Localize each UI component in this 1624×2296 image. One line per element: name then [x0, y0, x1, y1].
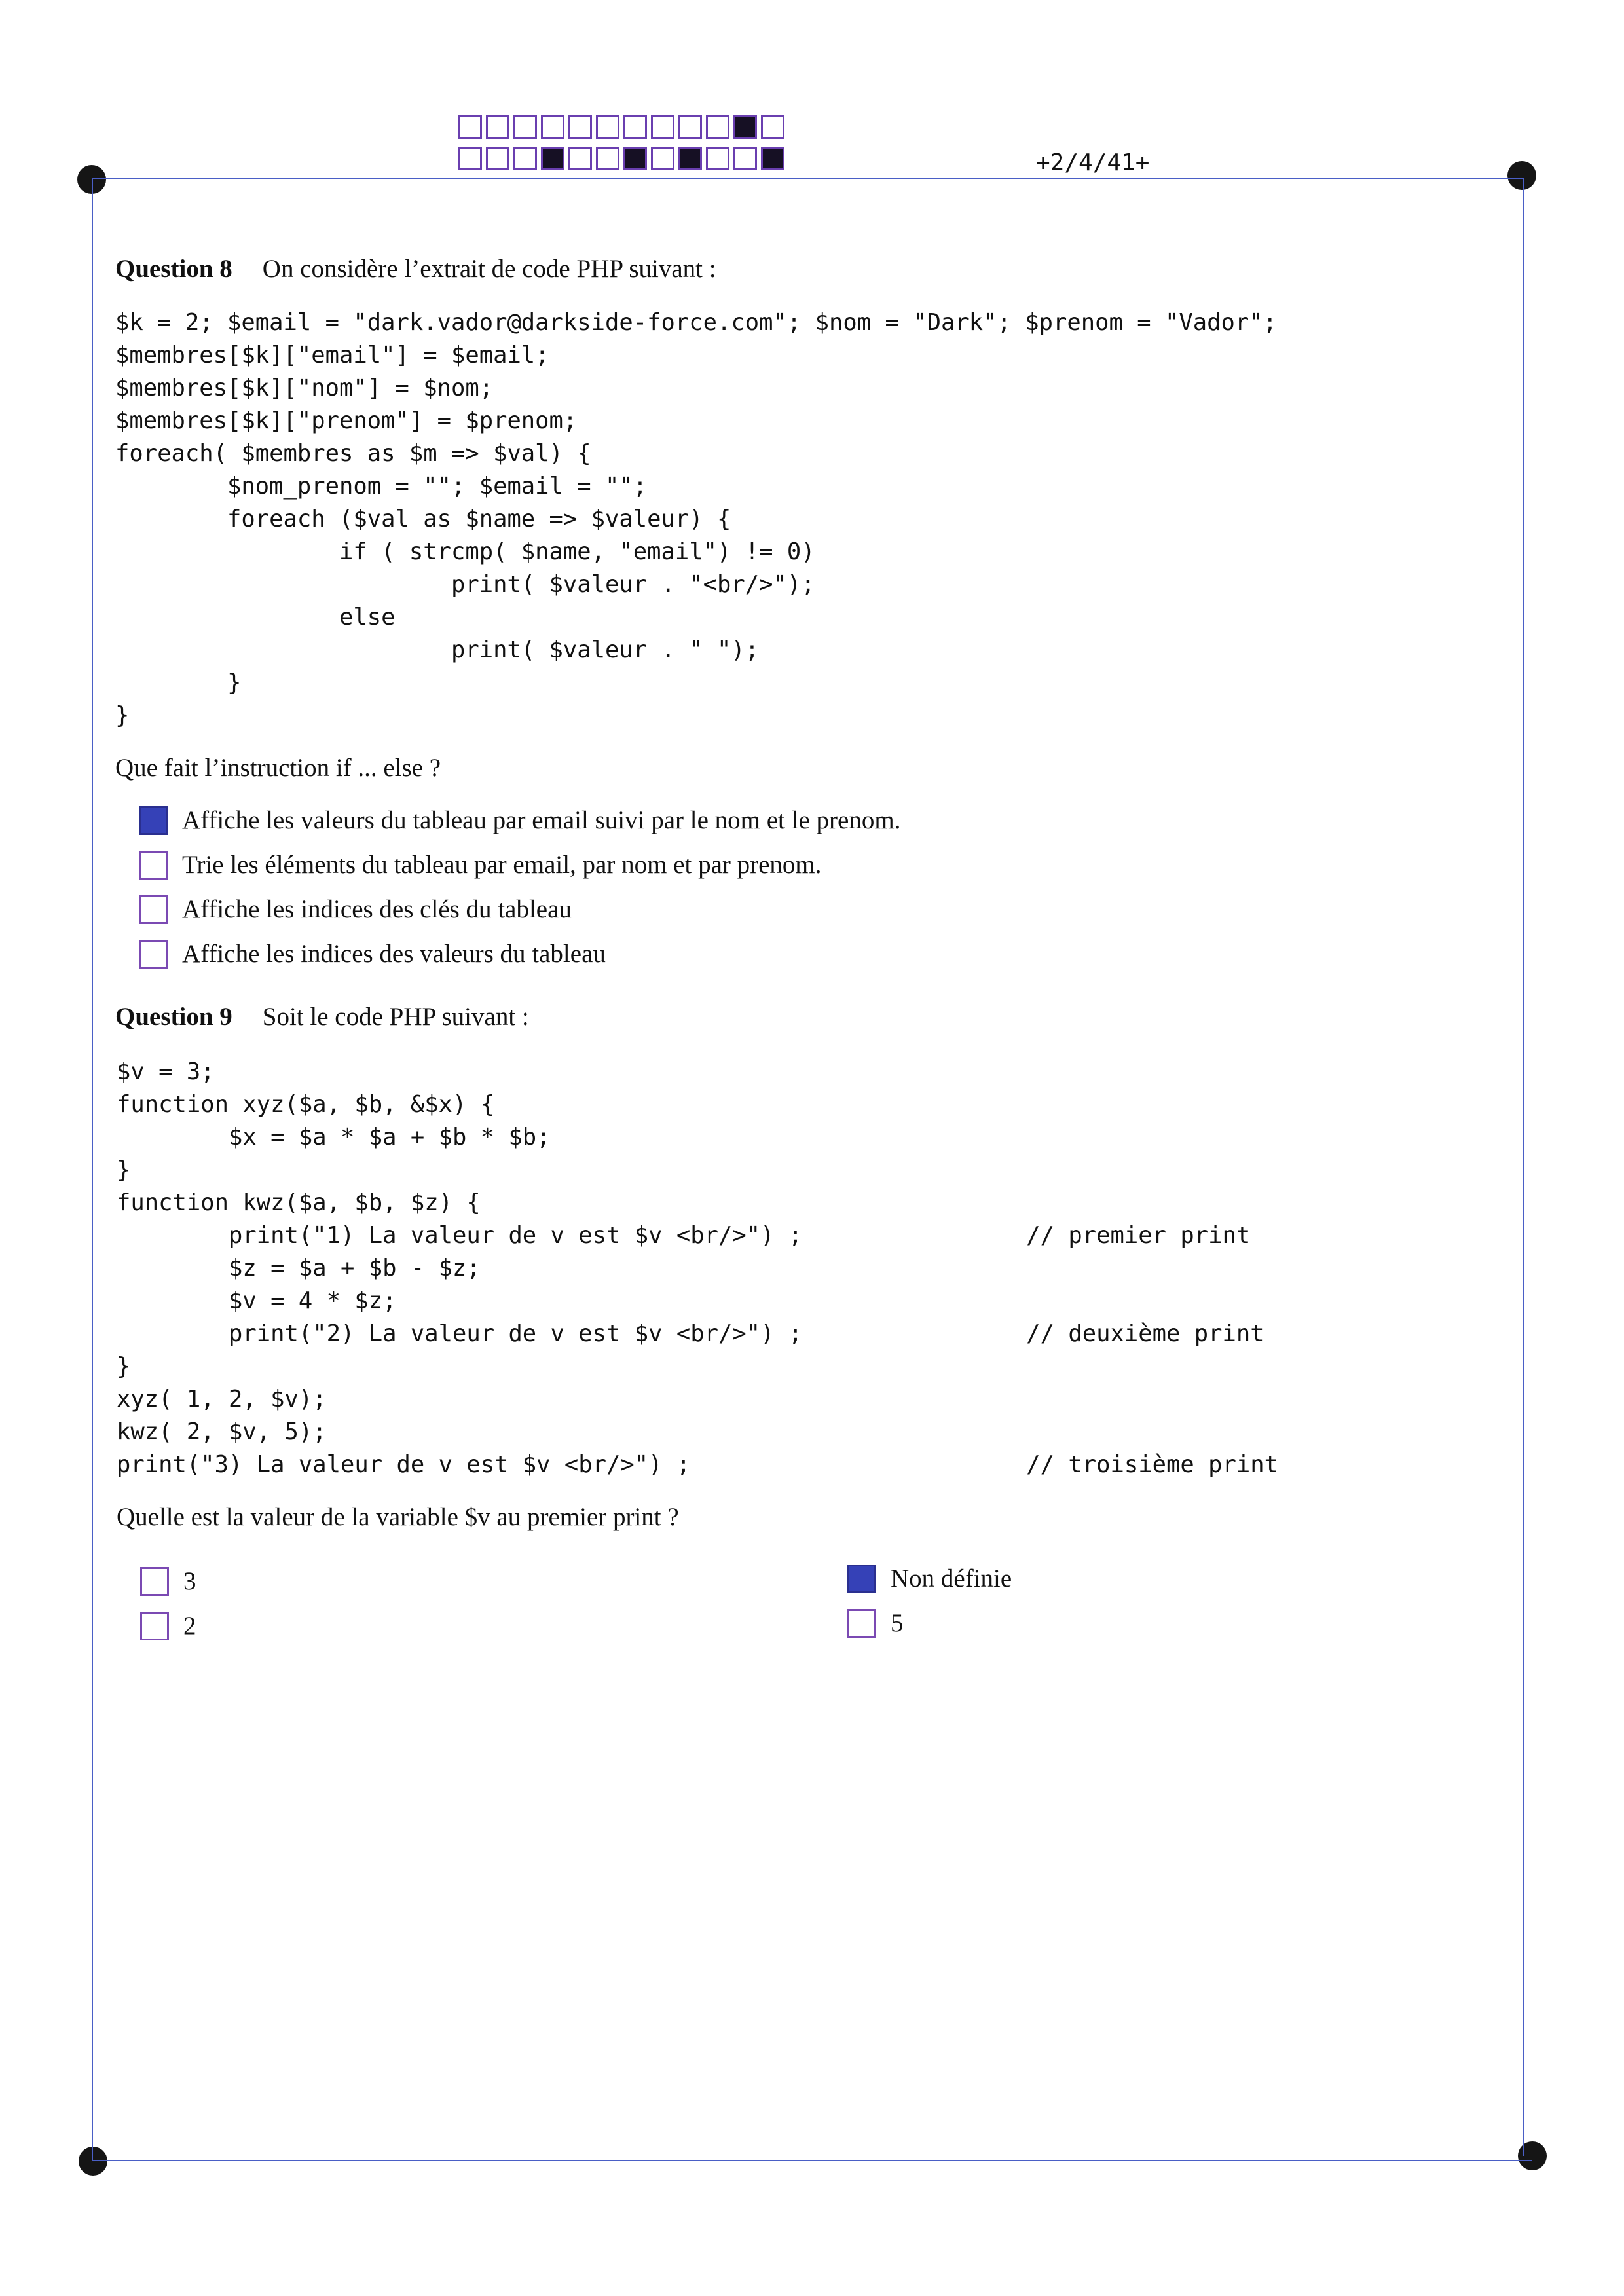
- code-line: print("2) La valeur de v est $v <br/>") ; // deuxième print: [117, 1320, 1264, 1347]
- answer-checkbox[interactable]: [847, 1609, 876, 1638]
- question-9-answer-2[interactable]: [140, 1611, 196, 1640]
- answer-label: Non définie: [891, 1565, 1012, 1593]
- id-code-cell: [651, 115, 674, 139]
- code-line: $nom_prenom = ""; $email = "";: [115, 473, 648, 500]
- id-code-cell: [541, 115, 564, 139]
- answer-label: 5: [891, 1609, 904, 1637]
- answer-checkbox[interactable]: [139, 806, 168, 835]
- frame-bottom: [93, 2160, 1532, 2161]
- id-code-cell: [733, 147, 757, 170]
- question-8-answer-4[interactable]: [139, 939, 606, 969]
- id-code-cell: [733, 115, 757, 139]
- id-code-cell: [486, 115, 509, 139]
- question-8-answer-1[interactable]: [139, 805, 900, 835]
- code-line: xyz( 1, 2, $v);: [117, 1386, 327, 1413]
- id-code-cell: [623, 147, 647, 170]
- id-code-cell: [458, 147, 482, 170]
- id-code-row-1: [458, 115, 784, 139]
- code-line: kwz( 2, $v, 5);: [117, 1418, 327, 1445]
- code-line: $v = 4 * $z;: [117, 1287, 397, 1314]
- answer-checkbox[interactable]: [139, 940, 168, 969]
- code-line: $membres[$k]["email"] = $email;: [115, 342, 549, 369]
- code-line: function kwz($a, $b, $z) {: [117, 1189, 481, 1216]
- answer-checkbox[interactable]: [139, 895, 168, 924]
- corner-mark-top-right: [1507, 161, 1536, 190]
- answer-label: Affiche les indices des clés du tableau: [182, 895, 572, 923]
- page-id: +2/4/41+: [1036, 149, 1150, 176]
- id-code-cell: [706, 115, 729, 139]
- id-code-cell: [761, 147, 784, 170]
- id-code-cell: [596, 115, 619, 139]
- code-line: $membres[$k]["prenom"] = $prenom;: [115, 407, 578, 434]
- code-line: }: [115, 702, 130, 729]
- question-9-label: Question 9: [115, 1003, 232, 1031]
- question-9-prompt: Quelle est la valeur de la variable $v au premier print ?: [117, 1503, 679, 1531]
- code-line: function xyz($a, $b, &$x) {: [117, 1091, 495, 1118]
- corner-mark-bottom-left: [79, 2147, 107, 2176]
- question-8-answer-3[interactable]: [139, 895, 572, 924]
- id-code-cell: [678, 115, 702, 139]
- answer-label: 3: [183, 1567, 196, 1595]
- answer-label: Trie les éléments du tableau par email, par nom et par prenom.: [182, 851, 822, 879]
- frame-right: [1523, 178, 1524, 2156]
- id-code-cell: [568, 147, 592, 170]
- code-line: }: [117, 1353, 131, 1380]
- question-8-intro: On considère l’extrait de code PHP suivant :: [262, 255, 716, 283]
- code-line: }: [117, 1157, 131, 1183]
- id-code-cell: [513, 115, 537, 139]
- question-8-prompt: Que fait l’instruction if ... else ?: [115, 754, 441, 782]
- corner-mark-bottom-right: [1518, 2141, 1547, 2170]
- id-code-cell: [623, 115, 647, 139]
- answer-label: Affiche les valeurs du tableau par email suivi par le nom et le prenom.: [182, 806, 901, 834]
- frame-top: [92, 178, 1523, 179]
- code-line: else: [115, 604, 396, 631]
- code-line: if ( strcmp( $name, "email") != 0): [115, 538, 815, 565]
- id-code-cell: [678, 147, 702, 170]
- id-code-cell: [706, 147, 729, 170]
- question-9-answer-1[interactable]: [140, 1566, 196, 1596]
- question-8-answer-2[interactable]: [139, 850, 822, 880]
- code-line: print( $valeur . "<br/>");: [115, 571, 815, 598]
- question-9-code: [117, 1056, 1278, 1481]
- code-line: print("3) La valeur de v est $v <br/>") ; // troisième print: [117, 1451, 1278, 1478]
- code-line: $membres[$k]["nom"] = $nom;: [115, 375, 494, 401]
- question-9-header: [115, 1002, 529, 1031]
- code-line: print( $valeur . " ");: [115, 637, 760, 663]
- answer-label: 2: [183, 1612, 196, 1640]
- id-code-row-2: [458, 147, 784, 170]
- code-line: $k = 2; $email = "dark.vador@darkside-force.com"; $nom = "Dark"; $prenom = "Vador";: [115, 309, 1277, 336]
- id-code-cell: [486, 147, 509, 170]
- answer-checkbox[interactable]: [140, 1612, 169, 1640]
- id-code-cell: [541, 147, 564, 170]
- code-line: $v = 3;: [117, 1058, 215, 1085]
- id-code-cell: [513, 147, 537, 170]
- question-8-code: [115, 306, 1277, 732]
- answer-checkbox[interactable]: [847, 1565, 876, 1593]
- answer-checkbox[interactable]: [139, 851, 168, 880]
- answer-checkbox[interactable]: [140, 1567, 169, 1596]
- code-line: }: [115, 669, 242, 696]
- id-code-cell: [568, 115, 592, 139]
- id-code-cell: [761, 115, 784, 139]
- question-9-intro: Soit le code PHP suivant :: [262, 1003, 529, 1031]
- code-line: foreach ($val as $name => $valeur) {: [115, 506, 731, 532]
- id-code-cell: [458, 115, 482, 139]
- question-8-header: [115, 254, 716, 284]
- code-line: $x = $a * $a + $b * $b;: [117, 1124, 551, 1151]
- question-9-answer-3[interactable]: [847, 1564, 1012, 1593]
- id-code-cell: [596, 147, 619, 170]
- answer-label: Affiche les indices des valeurs du tableau: [182, 940, 606, 968]
- question-8-label: Question 8: [115, 255, 232, 283]
- code-line: print("1) La valeur de v est $v <br/>") ; // premier print: [117, 1222, 1251, 1249]
- frame-left: [92, 178, 93, 2161]
- code-line: foreach( $membres as $m => $val) {: [115, 440, 591, 467]
- question-9-answer-4[interactable]: [847, 1608, 904, 1638]
- code-line: $z = $a + $b - $z;: [117, 1255, 481, 1282]
- id-code-cell: [651, 147, 674, 170]
